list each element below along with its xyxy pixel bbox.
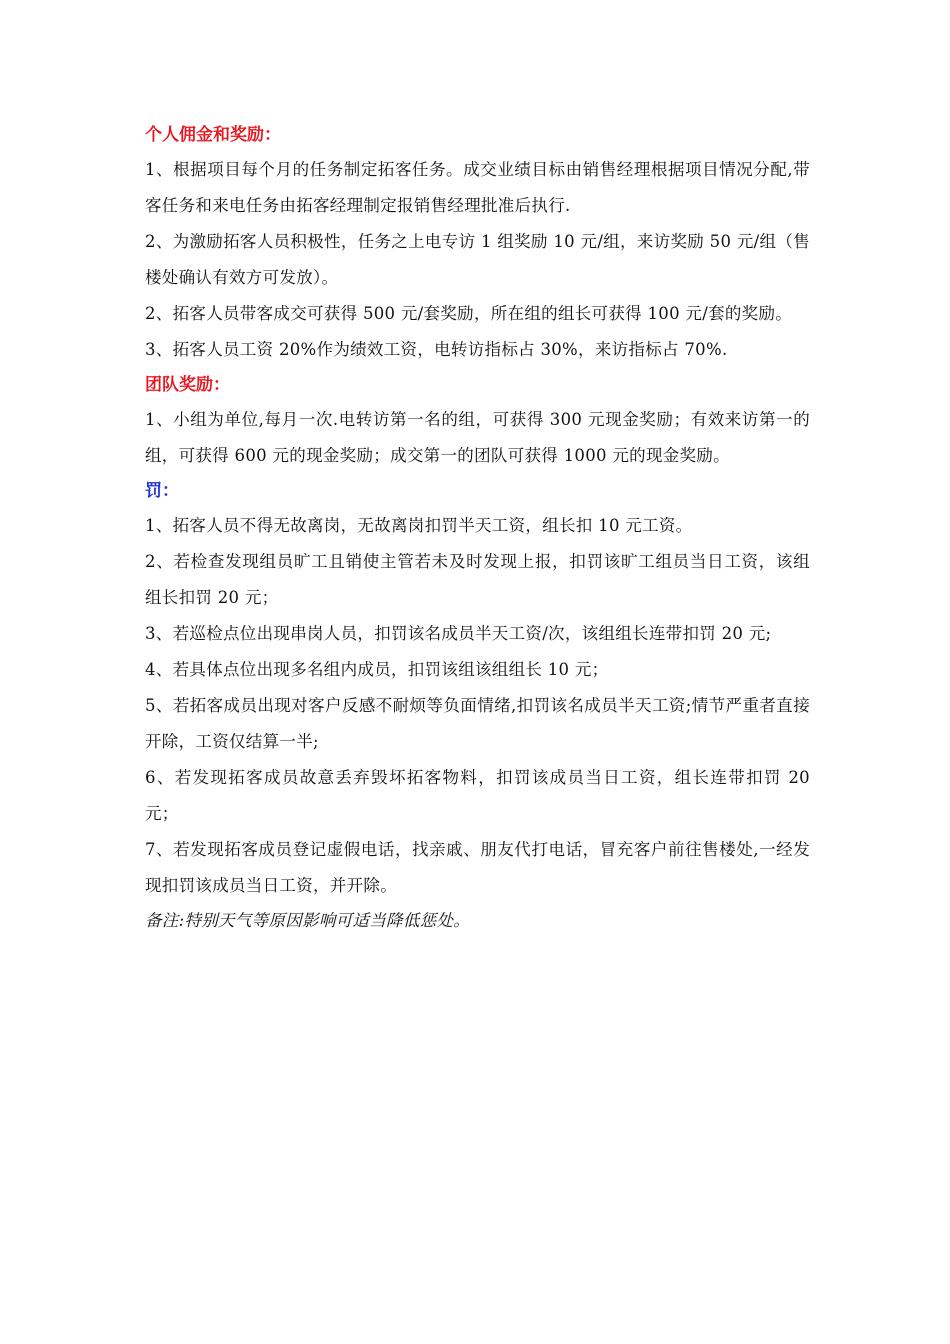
personal-item-1: 1、根据项目每个月的任务制定拓客任务。成交业绩目标由销售经理根据项目情况分配,带客任务和来电任务由拓客经理制定报销售经理批准后执行. — [145, 160, 810, 215]
penalty-heading: 罚： — [145, 481, 179, 501]
penalty-item-4: 4、若具体点位出现多名组内成员，扣罚该组该组组长 10 元； — [145, 660, 609, 679]
penalty-item-5: 5、若拓客成员出现对客户反感不耐烦等负面情绪,扣罚该名成员半天工资;情节严重者直接开除，工资仅结算一半; — [145, 696, 810, 751]
team-item-1: 1、小组为单位,每月一次.电转访第一名的组，可获得 300 元现金奖励；有效来访第一的组，可获得 600 元的现金奖励；成交第一的团队可获得 1000 元的现金奖励。 — [145, 410, 810, 465]
personal-commission-heading: 个人佣金和奖励： — [145, 125, 281, 145]
penalty-item-2: 2、若检查发现组员旷工且销使主管若未及时发现上报，扣罚该旷工组员当日工资，该组组长扣罚 20 元； — [145, 552, 810, 607]
penalty-item-1: 1、拓客人员不得无故离岗，无故离岗扣罚半天工资，组长扣 10 元工资。 — [145, 516, 693, 535]
team-reward-heading: 团队奖励： — [145, 375, 230, 395]
personal-item-4: 3、拓客人员工资 20%作为绩效工资，电转访指标占 30%，来访指标占 70%. — [145, 340, 728, 359]
document-page — [145, 118, 810, 938]
remark-note: 备注:特别天气等原因影响可适当降低惩处。 — [145, 911, 471, 930]
personal-item-3: 2、拓客人员带客成交可获得 500 元/套奖励，所在组的组长可获得 100 元/套的奖励。 — [145, 304, 793, 323]
penalty-item-3: 3、若巡检点位出现串岗人员，扣罚该名成员半天工资/次，该组组长连带扣罚 20 元; — [145, 624, 772, 643]
personal-item-2: 2、为激励拓客人员积极性，任务之上电专访 1 组奖励 10 元/组，来访奖励 50 元/组（售楼处确认有效方可发放）。 — [145, 232, 810, 287]
penalty-item-6: 6、若发现拓客成员故意丢弃毁坏拓客物料，扣罚该成员当日工资，组长连带扣罚 20 元； — [145, 768, 810, 823]
penalty-item-7: 7、若发现拓客成员登记虚假电话，找亲戚、朋友代打电话，冒充客户前往售楼处,一经发现扣罚该成员当日工资，并开除。 — [145, 840, 810, 895]
